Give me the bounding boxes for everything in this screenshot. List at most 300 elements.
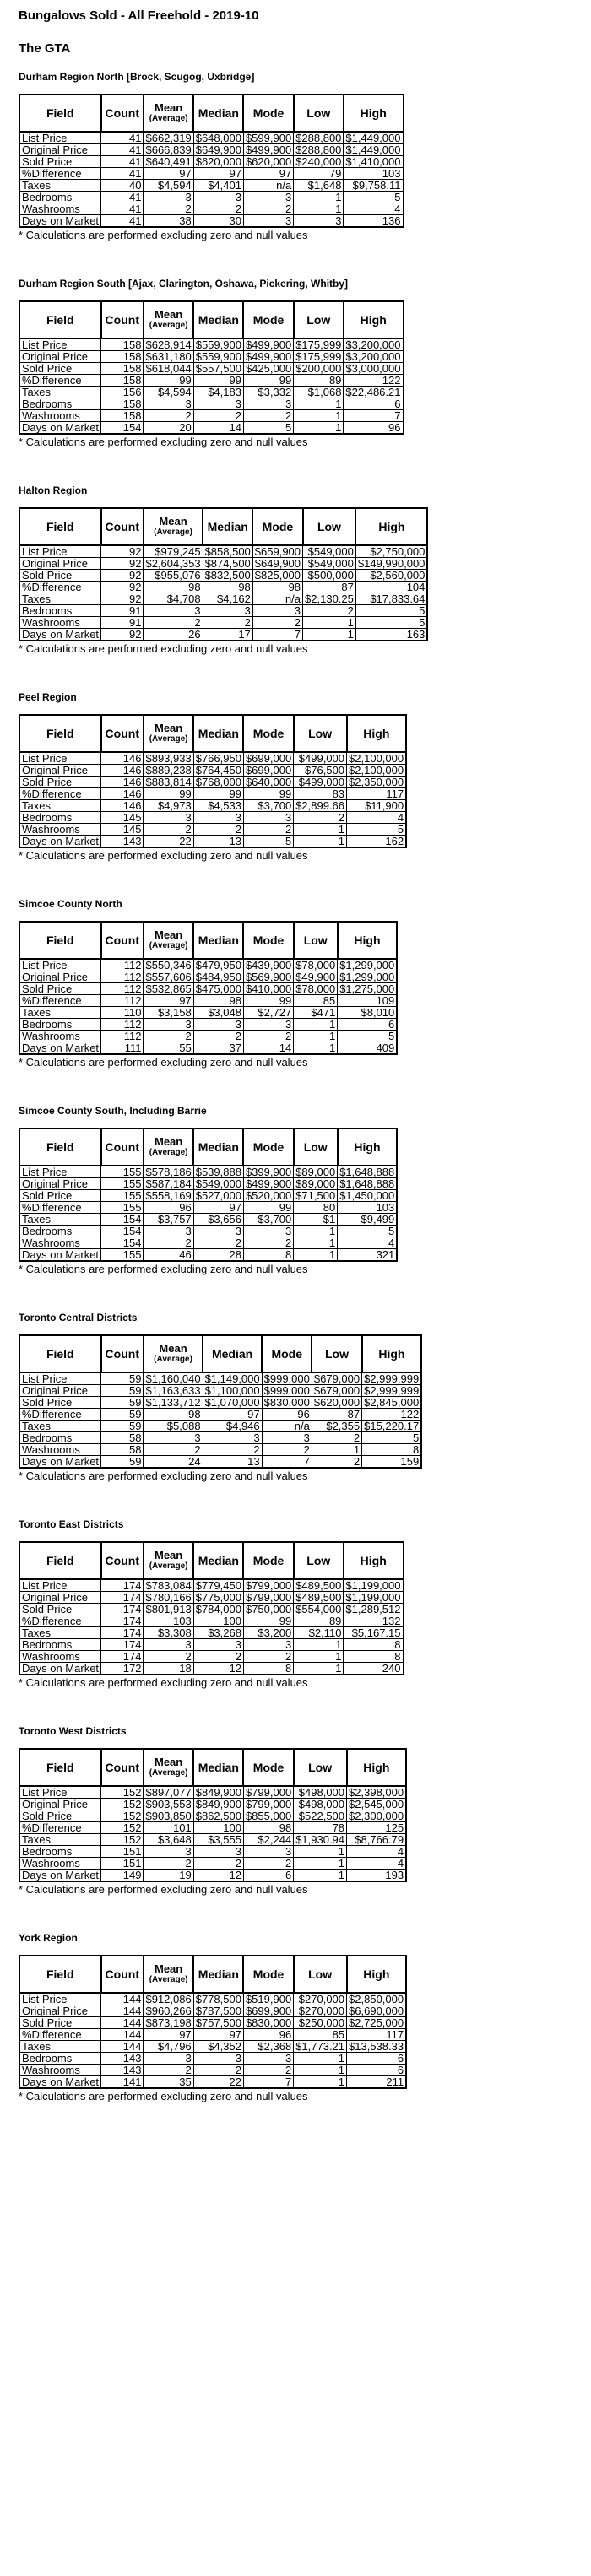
table-row bbox=[19, 1604, 404, 1615]
cell-low: $175,999 bbox=[294, 351, 344, 363]
cell-mean: 97 bbox=[144, 168, 193, 180]
cell-high: $3,200,000 bbox=[344, 351, 404, 363]
cell-count: 59 bbox=[101, 1409, 144, 1421]
cell-high: 6 bbox=[347, 2053, 407, 2065]
cell-high: 4 bbox=[338, 1237, 398, 1249]
cell-mode: $499,900 bbox=[243, 144, 293, 156]
cell-mean: $587,184 bbox=[144, 1178, 193, 1190]
cell-median: 30 bbox=[193, 215, 243, 228]
row-label: Sold Price bbox=[19, 1810, 101, 1822]
table-row bbox=[19, 422, 404, 435]
cell-high: $2,999,999 bbox=[362, 1372, 422, 1385]
cell-count: 152 bbox=[101, 1822, 144, 1834]
cell-high: $2,545,000 bbox=[347, 1799, 407, 1810]
cell-median: $784,000 bbox=[193, 1604, 243, 1615]
row-label: Washrooms bbox=[19, 410, 101, 422]
cell-high: $17,833.64 bbox=[355, 593, 427, 605]
cell-count: 146 bbox=[101, 765, 144, 777]
stats-table bbox=[19, 300, 404, 435]
cell-median: $539,888 bbox=[193, 1166, 243, 1178]
cell-mean: $557,606 bbox=[144, 971, 193, 983]
cell-low: $489,500 bbox=[294, 1579, 344, 1592]
cell-low: $78,000 bbox=[294, 959, 338, 971]
stats-table bbox=[19, 921, 398, 1055]
cell-high: 321 bbox=[338, 1249, 398, 1262]
column-header-field: Field bbox=[19, 715, 101, 752]
cell-mean: $883,814 bbox=[144, 777, 193, 788]
cell-high: $11,900 bbox=[347, 800, 407, 812]
cell-low: $2,110 bbox=[294, 1627, 344, 1639]
table-row bbox=[19, 1019, 397, 1031]
cell-mode: 2 bbox=[243, 824, 293, 836]
row-label: Sold Price bbox=[19, 363, 101, 375]
cell-low: $200,000 bbox=[294, 363, 344, 375]
column-header-low: Low bbox=[294, 1956, 347, 1993]
row-label: %Difference bbox=[19, 788, 101, 800]
cell-mode: 3 bbox=[262, 1432, 312, 1444]
mean-label: Mean bbox=[154, 1756, 183, 1768]
table-header-row bbox=[19, 1335, 421, 1372]
row-label: Sold Price bbox=[19, 983, 101, 995]
table-row bbox=[19, 1834, 406, 1846]
cell-high: 5 bbox=[338, 1031, 398, 1042]
row-label: List Price bbox=[19, 1786, 101, 1799]
table-row bbox=[19, 1385, 421, 1397]
column-header-high: High bbox=[362, 1335, 422, 1372]
row-label: Taxes bbox=[19, 1214, 101, 1226]
table-row bbox=[19, 752, 406, 765]
column-header-high: High bbox=[347, 1956, 407, 1993]
cell-median: $4,162 bbox=[203, 593, 252, 605]
row-label: Washrooms bbox=[19, 1031, 101, 1042]
cell-count: 174 bbox=[101, 1651, 144, 1663]
table-row bbox=[19, 1031, 397, 1042]
cell-median: $3,555 bbox=[193, 1834, 243, 1846]
row-label: Days on Market bbox=[19, 215, 101, 228]
column-header-high: High bbox=[344, 95, 404, 132]
average-label: (Average) bbox=[149, 941, 188, 950]
cell-count: 146 bbox=[101, 788, 144, 800]
cell-mean: $1,160,040 bbox=[144, 1372, 203, 1385]
cell-count: 151 bbox=[101, 1858, 144, 1870]
cell-low: 87 bbox=[312, 1409, 361, 1421]
column-header-low: Low bbox=[294, 1128, 338, 1166]
cell-median: $757,500 bbox=[193, 2017, 243, 2029]
cell-count: 41 bbox=[101, 203, 144, 215]
column-header-high: High bbox=[338, 922, 398, 959]
cell-mode: $520,000 bbox=[243, 1190, 293, 1202]
cell-count: 59 bbox=[101, 1421, 144, 1432]
calculation-note: * Calculations are performed excluding zero and null values bbox=[19, 1056, 308, 1069]
cell-median: $779,450 bbox=[193, 1579, 243, 1592]
table-row bbox=[19, 788, 406, 800]
cell-median: 13 bbox=[203, 1456, 262, 1469]
cell-low: $2,130.25 bbox=[303, 593, 356, 605]
cell-median: 3 bbox=[193, 2053, 243, 2065]
cell-mode: $599,900 bbox=[243, 132, 293, 144]
row-label: %Difference bbox=[19, 168, 101, 180]
cell-median: $559,900 bbox=[193, 351, 243, 363]
cell-median: 3 bbox=[193, 1226, 243, 1237]
table-header-row bbox=[19, 922, 397, 959]
cell-high: 8 bbox=[344, 1651, 404, 1663]
row-label: Washrooms bbox=[19, 1237, 101, 1249]
cell-median: $4,183 bbox=[193, 387, 243, 398]
stats-table bbox=[19, 714, 407, 848]
table-row bbox=[19, 1432, 421, 1444]
column-header-count: Count bbox=[101, 715, 144, 752]
table-row bbox=[19, 1397, 421, 1409]
cell-high: 240 bbox=[344, 1663, 404, 1675]
cell-mean: 2 bbox=[144, 1237, 193, 1249]
row-label: Days on Market bbox=[19, 1456, 101, 1469]
cell-mode: 2 bbox=[243, 1031, 293, 1042]
cell-mode: $439,900 bbox=[243, 959, 293, 971]
cell-median: 12 bbox=[193, 1870, 243, 1882]
cell-mode: $830,000 bbox=[243, 2017, 293, 2029]
cell-count: 112 bbox=[101, 995, 144, 1007]
column-header-median: Median bbox=[203, 508, 252, 545]
cell-low: $679,000 bbox=[312, 1372, 361, 1385]
table-row bbox=[19, 1846, 406, 1858]
cell-low: 79 bbox=[294, 168, 344, 180]
cell-count: 152 bbox=[101, 1810, 144, 1822]
cell-mode: $620,000 bbox=[243, 156, 293, 168]
table-row bbox=[19, 1627, 404, 1639]
cell-mode: $499,900 bbox=[243, 338, 293, 351]
row-label: Taxes bbox=[19, 387, 101, 398]
table-row bbox=[19, 215, 404, 228]
cell-mean: $578,186 bbox=[144, 1166, 193, 1178]
cell-median: 28 bbox=[193, 1249, 243, 1262]
cell-count: 141 bbox=[101, 2076, 144, 2089]
cell-mean: 3 bbox=[144, 812, 193, 824]
cell-mean: $955,076 bbox=[144, 570, 203, 582]
average-label: (Average) bbox=[149, 1768, 188, 1778]
cell-low: 3 bbox=[294, 215, 344, 228]
cell-low: $270,000 bbox=[294, 2005, 347, 2017]
cell-mode: $640,000 bbox=[243, 777, 293, 788]
cell-high: $149,990,000 bbox=[355, 558, 427, 570]
table-row bbox=[19, 800, 406, 812]
cell-low: $471 bbox=[294, 1007, 338, 1019]
cell-median: 100 bbox=[193, 1615, 243, 1627]
cell-median: 14 bbox=[193, 422, 243, 435]
cell-mean: 101 bbox=[144, 1822, 193, 1834]
cell-high: $1,449,000 bbox=[344, 132, 404, 144]
column-header-mean bbox=[144, 301, 193, 338]
cell-median: $4,533 bbox=[193, 800, 243, 812]
column-header-mode: Mode bbox=[243, 1542, 293, 1579]
cell-high: $1,648,888 bbox=[338, 1178, 398, 1190]
cell-count: 91 bbox=[101, 617, 144, 629]
column-header-median: Median bbox=[193, 95, 243, 132]
cell-low: $679,000 bbox=[312, 1385, 361, 1397]
cell-median: $1,149,000 bbox=[203, 1372, 262, 1385]
cell-median: $475,000 bbox=[193, 983, 243, 995]
cell-count: 152 bbox=[101, 1786, 144, 1799]
row-label: Original Price bbox=[19, 351, 101, 363]
cell-low: $489,500 bbox=[294, 1592, 344, 1604]
row-label: Bedrooms bbox=[19, 605, 101, 617]
table-row bbox=[19, 351, 404, 363]
cell-count: 155 bbox=[101, 1202, 144, 1214]
cell-mode: $799,000 bbox=[243, 1799, 293, 1810]
cell-mode: 98 bbox=[252, 582, 302, 593]
cell-mean: $4,594 bbox=[144, 387, 193, 398]
row-label: Bedrooms bbox=[19, 1846, 101, 1858]
cell-low: $1,068 bbox=[294, 387, 344, 398]
cell-median: $775,000 bbox=[193, 1592, 243, 1604]
cell-mode: $3,700 bbox=[243, 800, 293, 812]
cell-mean: 3 bbox=[144, 2053, 193, 2065]
cell-median: 37 bbox=[193, 1042, 243, 1055]
table-row bbox=[19, 180, 404, 192]
row-label: Sold Price bbox=[19, 2017, 101, 2029]
row-label: Washrooms bbox=[19, 2065, 101, 2076]
table-row bbox=[19, 1409, 421, 1421]
cell-mean: 96 bbox=[144, 1202, 193, 1214]
cell-high: 8 bbox=[344, 1639, 404, 1651]
cell-count: 41 bbox=[101, 156, 144, 168]
row-label: Bedrooms bbox=[19, 1639, 101, 1651]
cell-low: 2 bbox=[303, 605, 356, 617]
table-row bbox=[19, 836, 406, 848]
cell-mean: 2 bbox=[144, 410, 193, 422]
cell-high: 96 bbox=[344, 422, 404, 435]
table-row bbox=[19, 959, 397, 971]
table-row bbox=[19, 582, 427, 593]
column-header-high: High bbox=[347, 715, 407, 752]
cell-mean: 3 bbox=[144, 398, 193, 410]
table-row bbox=[19, 1190, 397, 1202]
row-label: List Price bbox=[19, 1579, 101, 1592]
cell-count: 174 bbox=[101, 1615, 144, 1627]
cell-mode: $2,727 bbox=[243, 1007, 293, 1019]
cell-mean: $5,088 bbox=[144, 1421, 203, 1432]
column-header-mean bbox=[144, 1956, 193, 1993]
cell-low: 89 bbox=[294, 1615, 344, 1627]
cell-mean: $4,973 bbox=[144, 800, 193, 812]
cell-mean: 20 bbox=[144, 422, 193, 435]
cell-median: 22 bbox=[193, 2076, 243, 2089]
column-header-low: Low bbox=[294, 95, 344, 132]
cell-mode: n/a bbox=[252, 593, 302, 605]
column-header-high: High bbox=[355, 508, 427, 545]
cell-mean: 3 bbox=[144, 1019, 193, 1031]
cell-mode: n/a bbox=[262, 1421, 312, 1432]
table-row bbox=[19, 1822, 406, 1834]
cell-high: 7 bbox=[344, 410, 404, 422]
area-title: The GTA bbox=[19, 41, 71, 56]
table-row bbox=[19, 629, 427, 641]
mean-label: Mean bbox=[159, 1342, 187, 1355]
column-header-count: Count bbox=[101, 1335, 144, 1372]
row-label: %Difference bbox=[19, 2029, 101, 2041]
cell-median: 3 bbox=[193, 1019, 243, 1031]
cell-low: $549,000 bbox=[303, 545, 356, 558]
cell-low: $500,000 bbox=[303, 570, 356, 582]
cell-mean: 2 bbox=[144, 617, 203, 629]
cell-mean: 97 bbox=[144, 995, 193, 1007]
table-row bbox=[19, 1858, 406, 1870]
table-row bbox=[19, 338, 404, 351]
cell-mean: $662,319 bbox=[144, 132, 193, 144]
calculation-note: * Calculations are performed excluding zero and null values bbox=[19, 2090, 308, 2102]
cell-median: 97 bbox=[203, 1409, 262, 1421]
cell-mean: $558,169 bbox=[144, 1190, 193, 1202]
average-label: (Average) bbox=[154, 1355, 192, 1364]
table-row bbox=[19, 1249, 397, 1262]
row-label: List Price bbox=[19, 545, 101, 558]
cell-low: 85 bbox=[294, 995, 338, 1007]
cell-count: 174 bbox=[101, 1604, 144, 1615]
cell-median: $4,352 bbox=[193, 2041, 243, 2053]
region-section bbox=[19, 898, 591, 1105]
cell-mode: 3 bbox=[243, 1639, 293, 1651]
cell-mean: 35 bbox=[144, 2076, 193, 2089]
cell-low: 1 bbox=[294, 1031, 338, 1042]
cell-mode: $519,900 bbox=[243, 1993, 293, 2005]
cell-mode: 2 bbox=[243, 1237, 293, 1249]
cell-mode: $2,244 bbox=[243, 1834, 293, 1846]
cell-mean: $618,044 bbox=[144, 363, 193, 375]
table-row bbox=[19, 2076, 406, 2089]
cell-high: $2,750,000 bbox=[355, 545, 427, 558]
cell-mean: $640,491 bbox=[144, 156, 193, 168]
row-label: Washrooms bbox=[19, 1858, 101, 1870]
column-header-field: Field bbox=[19, 95, 101, 132]
column-header-count: Count bbox=[101, 1542, 144, 1579]
cell-low: $89,000 bbox=[294, 1166, 338, 1178]
cell-mode: 99 bbox=[243, 995, 293, 1007]
row-label: Days on Market bbox=[19, 1249, 101, 1262]
cell-high: 159 bbox=[362, 1456, 422, 1469]
cell-median: $620,000 bbox=[193, 156, 243, 168]
cell-high: $1,410,000 bbox=[344, 156, 404, 168]
cell-mean: 55 bbox=[144, 1042, 193, 1055]
table-row bbox=[19, 387, 404, 398]
region-section bbox=[19, 1725, 591, 1932]
cell-count: 174 bbox=[101, 1627, 144, 1639]
cell-count: 91 bbox=[101, 605, 144, 617]
cell-high: $13,538.33 bbox=[347, 2041, 407, 2053]
row-label: Days on Market bbox=[19, 1870, 101, 1882]
cell-mode: 99 bbox=[243, 1615, 293, 1627]
table-row bbox=[19, 2029, 406, 2041]
column-header-low: Low bbox=[294, 1542, 344, 1579]
cell-mode: $3,700 bbox=[243, 1214, 293, 1226]
cell-mean: 98 bbox=[144, 582, 203, 593]
cell-median: 98 bbox=[203, 582, 252, 593]
cell-count: 158 bbox=[101, 351, 144, 363]
table-row bbox=[19, 2053, 406, 2065]
cell-mean: $666,839 bbox=[144, 144, 193, 156]
row-label: Original Price bbox=[19, 765, 101, 777]
cell-high: $2,725,000 bbox=[347, 2017, 407, 2029]
row-label: %Difference bbox=[19, 1615, 101, 1627]
stats-table bbox=[19, 1334, 422, 1469]
table-row bbox=[19, 1579, 404, 1592]
cell-median: 100 bbox=[193, 1822, 243, 1834]
table-row bbox=[19, 2041, 406, 2053]
cell-low: 1 bbox=[294, 1042, 338, 1055]
cell-mean: 2 bbox=[144, 1651, 193, 1663]
table-header-row bbox=[19, 508, 427, 545]
table-row bbox=[19, 983, 397, 995]
cell-median: 3 bbox=[193, 1846, 243, 1858]
row-label: Original Price bbox=[19, 971, 101, 983]
cell-high: 5 bbox=[347, 824, 407, 836]
row-label: List Price bbox=[19, 1166, 101, 1178]
column-header-median: Median bbox=[193, 922, 243, 959]
cell-high: 5 bbox=[355, 605, 427, 617]
cell-mean: 97 bbox=[144, 2029, 193, 2041]
row-label: Bedrooms bbox=[19, 192, 101, 203]
cell-count: 158 bbox=[101, 410, 144, 422]
column-header-count: Count bbox=[101, 1128, 144, 1166]
cell-high: 117 bbox=[347, 2029, 407, 2041]
calculation-note: * Calculations are performed excluding zero and null values bbox=[19, 1883, 308, 1896]
column-header-median: Median bbox=[193, 1749, 243, 1786]
cell-low: $175,999 bbox=[294, 338, 344, 351]
column-header-mode: Mode bbox=[243, 1749, 293, 1786]
cell-mode: $3,200 bbox=[243, 1627, 293, 1639]
region-section bbox=[19, 1932, 591, 2139]
cell-low: $2,899.66 bbox=[294, 800, 347, 812]
cell-mode: 3 bbox=[243, 1226, 293, 1237]
cell-median: $559,900 bbox=[193, 338, 243, 351]
row-label: %Difference bbox=[19, 1822, 101, 1834]
column-header-high: High bbox=[344, 1542, 404, 1579]
cell-count: 40 bbox=[101, 180, 144, 192]
table-row bbox=[19, 1870, 406, 1882]
row-label: Bedrooms bbox=[19, 1019, 101, 1031]
cell-count: 41 bbox=[101, 215, 144, 228]
table-header-row bbox=[19, 95, 404, 132]
cell-mode: $999,000 bbox=[262, 1385, 312, 1397]
column-header-mean bbox=[144, 922, 193, 959]
cell-low: $498,000 bbox=[294, 1786, 347, 1799]
cell-low: 1 bbox=[294, 1249, 338, 1262]
row-label: Washrooms bbox=[19, 824, 101, 836]
table-row bbox=[19, 132, 404, 144]
cell-low: 1 bbox=[294, 1019, 338, 1031]
cell-high: 122 bbox=[344, 375, 404, 387]
region-section bbox=[19, 71, 591, 278]
column-header-low: Low bbox=[312, 1335, 361, 1372]
cell-mean: 3 bbox=[144, 1432, 203, 1444]
row-label: List Price bbox=[19, 338, 101, 351]
table-row bbox=[19, 570, 427, 582]
column-header-count: Count bbox=[101, 95, 144, 132]
cell-mode: $410,000 bbox=[243, 983, 293, 995]
column-header-mean bbox=[144, 1128, 193, 1166]
cell-count: 144 bbox=[101, 2041, 144, 2053]
cell-high: 122 bbox=[362, 1409, 422, 1421]
column-header-mode: Mode bbox=[243, 95, 293, 132]
cell-count: 174 bbox=[101, 1579, 144, 1592]
row-label: Original Price bbox=[19, 2005, 101, 2017]
cell-mode: $855,000 bbox=[243, 1810, 293, 1822]
cell-median: 2 bbox=[193, 1651, 243, 1663]
cell-median: 2 bbox=[193, 2065, 243, 2076]
cell-median: $649,900 bbox=[193, 144, 243, 156]
cell-low: 2 bbox=[294, 812, 347, 824]
table-row bbox=[19, 375, 404, 387]
cell-count: 92 bbox=[101, 593, 144, 605]
cell-mean: $903,850 bbox=[144, 1810, 193, 1822]
